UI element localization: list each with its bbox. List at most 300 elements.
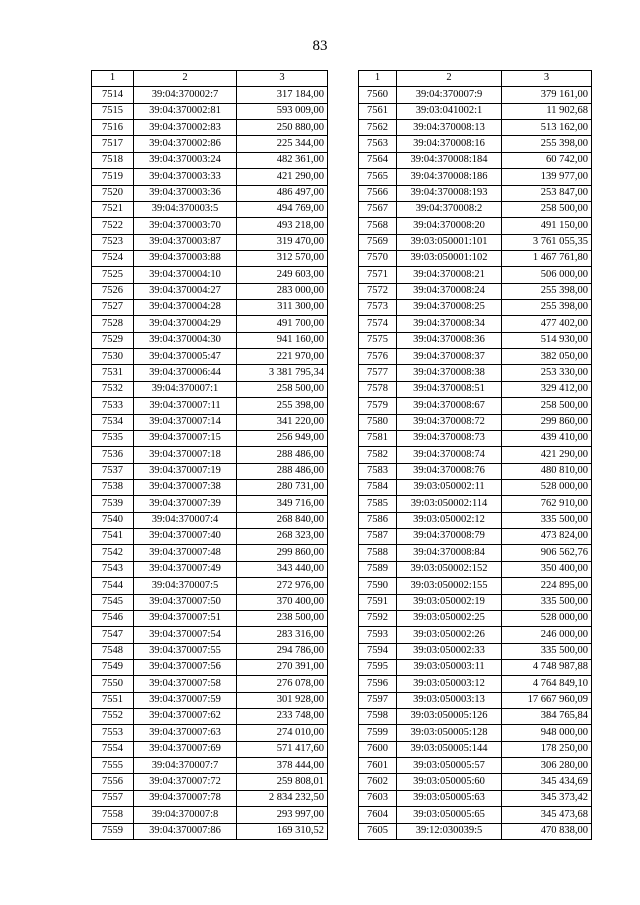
table-header-row — [92, 71, 328, 87]
value-cell: 470 838,00 — [502, 823, 592, 839]
column-header-1: 1 — [359, 71, 397, 87]
value-cell: 288 486,00 — [237, 447, 328, 463]
value-cell: 255 398,00 — [502, 300, 592, 316]
table-row — [92, 267, 328, 283]
row-number-cell: 7554 — [92, 741, 134, 757]
table-row — [92, 349, 328, 365]
table-row — [92, 823, 328, 839]
value-cell: 494 769,00 — [237, 201, 328, 217]
table-row — [359, 398, 592, 414]
column-header-3: 3 — [502, 71, 592, 87]
value-cell: 491 150,00 — [502, 218, 592, 234]
row-number-cell: 7572 — [359, 283, 397, 299]
cadastral-number-cell: 39:03:050002:11 — [397, 479, 502, 495]
row-number-cell: 7585 — [359, 496, 397, 512]
table-row — [92, 496, 328, 512]
row-number-cell: 7574 — [359, 316, 397, 332]
cadastral-number-cell: 39:04:370007:14 — [134, 414, 237, 430]
row-number-cell: 7550 — [92, 676, 134, 692]
cadastral-number-cell: 39:04:370006:44 — [134, 365, 237, 381]
value-cell: 345 473,68 — [502, 807, 592, 823]
value-cell: 571 417,60 — [237, 741, 328, 757]
cadastral-number-cell: 39:04:370007:9 — [397, 87, 502, 103]
row-number-cell: 7586 — [359, 512, 397, 528]
value-cell: 238 500,00 — [237, 610, 328, 626]
value-cell: 350 400,00 — [502, 561, 592, 577]
row-number-cell: 7562 — [359, 120, 397, 136]
row-number-cell: 7596 — [359, 676, 397, 692]
table-row — [359, 365, 592, 381]
row-number-cell: 7555 — [92, 758, 134, 774]
cadastral-number-cell: 39:04:370007:4 — [134, 512, 237, 528]
cadastral-number-cell: 39:04:370005:47 — [134, 349, 237, 365]
table-row — [359, 741, 592, 757]
value-cell: 382 050,00 — [502, 349, 592, 365]
table-row — [92, 725, 328, 741]
table-row — [359, 594, 592, 610]
value-cell: 299 860,00 — [237, 545, 328, 561]
value-cell: 477 402,00 — [502, 316, 592, 332]
value-cell: 246 000,00 — [502, 627, 592, 643]
cadastral-number-cell: 39:04:370007:51 — [134, 610, 237, 626]
row-number-cell: 7602 — [359, 774, 397, 790]
row-number-cell: 7575 — [359, 332, 397, 348]
row-number-cell: 7536 — [92, 447, 134, 463]
cadastral-number-cell: 39:12:030039:5 — [397, 823, 502, 839]
value-cell: 272 976,00 — [237, 578, 328, 594]
value-cell: 439 410,00 — [502, 430, 592, 446]
row-number-cell: 7552 — [92, 709, 134, 725]
cadastral-number-cell: 39:04:370008:36 — [397, 332, 502, 348]
table-row — [92, 709, 328, 725]
cadastral-number-cell: 39:04:370008:25 — [397, 300, 502, 316]
cadastral-number-cell: 39:04:370008:73 — [397, 430, 502, 446]
left-table — [91, 70, 328, 840]
cadastral-number-cell: 39:04:370008:38 — [397, 365, 502, 381]
value-cell: 513 162,00 — [502, 120, 592, 136]
value-cell: 506 000,00 — [502, 267, 592, 283]
row-number-cell: 7590 — [359, 578, 397, 594]
cadastral-number-cell: 39:03:050003:13 — [397, 692, 502, 708]
row-number-cell: 7534 — [92, 414, 134, 430]
table-row — [359, 529, 592, 545]
cadastral-number-cell: 39:04:370007:56 — [134, 659, 237, 675]
row-number-cell: 7532 — [92, 381, 134, 397]
table-row — [359, 578, 592, 594]
cadastral-number-cell: 39:04:370004:10 — [134, 267, 237, 283]
row-number-cell: 7545 — [92, 594, 134, 610]
value-cell: 370 400,00 — [237, 594, 328, 610]
table-row — [92, 136, 328, 152]
value-cell: 139 977,00 — [502, 169, 592, 185]
value-cell: 948 000,00 — [502, 725, 592, 741]
value-cell: 288 486,00 — [237, 463, 328, 479]
row-number-cell: 7567 — [359, 201, 397, 217]
row-number-cell: 7563 — [359, 136, 397, 152]
row-number-cell: 7580 — [359, 414, 397, 430]
value-cell: 256 949,00 — [237, 430, 328, 446]
table-row — [359, 381, 592, 397]
cadastral-number-cell: 39:04:370008:51 — [397, 381, 502, 397]
table-header-row — [359, 71, 592, 87]
row-number-cell: 7518 — [92, 152, 134, 168]
row-number-cell: 7540 — [92, 512, 134, 528]
row-number-cell: 7549 — [92, 659, 134, 675]
value-cell: 253 330,00 — [502, 365, 592, 381]
table-row — [92, 365, 328, 381]
table-row — [92, 807, 328, 823]
value-cell: 493 218,00 — [237, 218, 328, 234]
cadastral-number-cell: 39:04:370003:33 — [134, 169, 237, 185]
value-cell: 3 761 055,35 — [502, 234, 592, 250]
cadastral-number-cell: 39:04:370008:67 — [397, 398, 502, 414]
cadastral-number-cell: 39:03:050002:152 — [397, 561, 502, 577]
table-row — [92, 430, 328, 446]
row-number-cell: 7519 — [92, 169, 134, 185]
row-number-cell: 7546 — [92, 610, 134, 626]
table-row — [359, 790, 592, 806]
cadastral-number-cell: 39:04:370004:30 — [134, 332, 237, 348]
row-number-cell: 7541 — [92, 529, 134, 545]
table-row — [359, 692, 592, 708]
table-row — [92, 103, 328, 119]
value-cell: 233 748,00 — [237, 709, 328, 725]
row-number-cell: 7573 — [359, 300, 397, 316]
row-number-cell: 7526 — [92, 283, 134, 299]
cadastral-number-cell: 39:03:050002:114 — [397, 496, 502, 512]
table-row — [92, 120, 328, 136]
table-row — [359, 758, 592, 774]
row-number-cell: 7517 — [92, 136, 134, 152]
value-cell: 283 316,00 — [237, 627, 328, 643]
cadastral-number-cell: 39:04:370008:2 — [397, 201, 502, 217]
row-number-cell: 7557 — [92, 790, 134, 806]
table-row — [92, 447, 328, 463]
value-cell: 379 161,00 — [502, 87, 592, 103]
row-number-cell: 7515 — [92, 103, 134, 119]
value-cell: 1 467 761,80 — [502, 250, 592, 266]
cadastral-number-cell: 39:03:050005:57 — [397, 758, 502, 774]
cadastral-number-cell: 39:04:370003:88 — [134, 250, 237, 266]
table-row — [92, 316, 328, 332]
cadastral-number-cell: 39:04:370007:54 — [134, 627, 237, 643]
row-number-cell: 7593 — [359, 627, 397, 643]
column-header-2: 2 — [134, 71, 237, 87]
row-number-cell: 7578 — [359, 381, 397, 397]
value-cell: 593 009,00 — [237, 103, 328, 119]
row-number-cell: 7558 — [92, 807, 134, 823]
value-cell: 306 280,00 — [502, 758, 592, 774]
value-cell: 3 381 795,34 — [237, 365, 328, 381]
table-row — [92, 774, 328, 790]
table-row — [359, 267, 592, 283]
cadastral-number-cell: 39:03:050001:102 — [397, 250, 502, 266]
value-cell: 2 834 232,50 — [237, 790, 328, 806]
table-row — [359, 774, 592, 790]
value-cell: 335 500,00 — [502, 643, 592, 659]
page-number: 83 — [312, 38, 328, 54]
row-number-cell: 7581 — [359, 430, 397, 446]
table-row — [359, 332, 592, 348]
cadastral-number-cell: 39:03:050002:25 — [397, 610, 502, 626]
row-number-cell: 7564 — [359, 152, 397, 168]
row-number-cell: 7576 — [359, 349, 397, 365]
cadastral-number-cell: 39:04:370007:50 — [134, 594, 237, 610]
row-number-cell: 7595 — [359, 659, 397, 675]
row-number-cell: 7535 — [92, 430, 134, 446]
column-header-1: 1 — [92, 71, 134, 87]
table-row — [92, 561, 328, 577]
value-cell: 319 470,00 — [237, 234, 328, 250]
cadastral-number-cell: 39:04:370008:184 — [397, 152, 502, 168]
cadastral-number-cell: 39:04:370008:13 — [397, 120, 502, 136]
row-number-cell: 7603 — [359, 790, 397, 806]
row-number-cell: 7591 — [359, 594, 397, 610]
table-row — [92, 758, 328, 774]
cadastral-number-cell: 39:04:370004:28 — [134, 300, 237, 316]
row-number-cell: 7597 — [359, 692, 397, 708]
value-cell: 345 373,42 — [502, 790, 592, 806]
row-number-cell: 7584 — [359, 479, 397, 495]
value-cell: 345 434,69 — [502, 774, 592, 790]
cadastral-number-cell: 39:03:050005:65 — [397, 807, 502, 823]
row-number-cell: 7544 — [92, 578, 134, 594]
table-row — [92, 185, 328, 201]
value-cell: 225 344,00 — [237, 136, 328, 152]
row-number-cell: 7568 — [359, 218, 397, 234]
value-cell: 299 860,00 — [502, 414, 592, 430]
table-row — [359, 430, 592, 446]
value-cell: 255 398,00 — [502, 136, 592, 152]
value-cell: 349 716,00 — [237, 496, 328, 512]
table-row — [359, 283, 592, 299]
table-row — [359, 234, 592, 250]
table-row — [92, 594, 328, 610]
table-row — [359, 316, 592, 332]
cadastral-number-cell: 39:03:050002:155 — [397, 578, 502, 594]
cadastral-number-cell: 39:04:370003:70 — [134, 218, 237, 234]
table-row — [359, 807, 592, 823]
cadastral-number-cell: 39:04:370008:72 — [397, 414, 502, 430]
table-row — [359, 250, 592, 266]
column-header-2: 2 — [397, 71, 502, 87]
cadastral-number-cell: 39:04:370008:84 — [397, 545, 502, 561]
value-cell: 491 700,00 — [237, 316, 328, 332]
row-number-cell: 7514 — [92, 87, 134, 103]
cadastral-number-cell: 39:03:050005:63 — [397, 790, 502, 806]
table-row — [92, 578, 328, 594]
cadastral-number-cell: 39:04:370003:87 — [134, 234, 237, 250]
row-number-cell: 7530 — [92, 349, 134, 365]
value-cell: 528 000,00 — [502, 610, 592, 626]
table-row — [92, 627, 328, 643]
cadastral-number-cell: 39:04:370007:7 — [134, 758, 237, 774]
value-cell: 255 398,00 — [502, 283, 592, 299]
right-table — [358, 70, 592, 840]
cadastral-number-cell: 39:04:370007:59 — [134, 692, 237, 708]
row-number-cell: 7561 — [359, 103, 397, 119]
row-number-cell: 7556 — [92, 774, 134, 790]
row-number-cell: 7559 — [92, 823, 134, 839]
cadastral-number-cell: 39:04:370008:20 — [397, 218, 502, 234]
row-number-cell: 7520 — [92, 185, 134, 201]
row-number-cell: 7529 — [92, 332, 134, 348]
value-cell: 301 928,00 — [237, 692, 328, 708]
cadastral-number-cell: 39:04:370007:63 — [134, 725, 237, 741]
cadastral-number-cell: 39:04:370008:186 — [397, 169, 502, 185]
table-row — [359, 185, 592, 201]
row-number-cell: 7542 — [92, 545, 134, 561]
value-cell: 11 902,68 — [502, 103, 592, 119]
table-row — [92, 152, 328, 168]
row-number-cell: 7543 — [92, 561, 134, 577]
value-cell: 378 444,00 — [237, 758, 328, 774]
cadastral-number-cell: 39:04:370008:24 — [397, 283, 502, 299]
row-number-cell: 7604 — [359, 807, 397, 823]
table-row — [359, 545, 592, 561]
value-cell: 482 361,00 — [237, 152, 328, 168]
table-row — [92, 250, 328, 266]
row-number-cell: 7527 — [92, 300, 134, 316]
value-cell: 224 895,00 — [502, 578, 592, 594]
cadastral-number-cell: 39:04:370008:16 — [397, 136, 502, 152]
cadastral-number-cell: 39:04:370007:48 — [134, 545, 237, 561]
table-row — [359, 136, 592, 152]
table-row — [92, 529, 328, 545]
cadastral-number-cell: 39:03:041002:1 — [397, 103, 502, 119]
cadastral-number-cell: 39:04:370007:5 — [134, 578, 237, 594]
value-cell: 268 323,00 — [237, 529, 328, 545]
table-row — [359, 300, 592, 316]
row-number-cell: 7538 — [92, 479, 134, 495]
row-number-cell: 7589 — [359, 561, 397, 577]
cadastral-number-cell: 39:04:370007:19 — [134, 463, 237, 479]
row-number-cell: 7531 — [92, 365, 134, 381]
table-row — [359, 627, 592, 643]
table-row — [359, 823, 592, 839]
table-row — [359, 120, 592, 136]
table-row — [359, 169, 592, 185]
value-cell: 329 412,00 — [502, 381, 592, 397]
table-row — [92, 300, 328, 316]
cadastral-number-cell: 39:03:050001:101 — [397, 234, 502, 250]
value-cell: 250 880,00 — [237, 120, 328, 136]
table-row — [359, 561, 592, 577]
cadastral-number-cell: 39:03:050005:126 — [397, 709, 502, 725]
cadastral-number-cell: 39:04:370008:79 — [397, 529, 502, 545]
value-cell: 276 078,00 — [237, 676, 328, 692]
row-number-cell: 7565 — [359, 169, 397, 185]
value-cell: 255 398,00 — [237, 398, 328, 414]
table-row — [92, 643, 328, 659]
cadastral-number-cell: 39:04:370007:11 — [134, 398, 237, 414]
cadastral-number-cell: 39:04:370008:76 — [397, 463, 502, 479]
cadastral-number-cell: 39:04:370003:36 — [134, 185, 237, 201]
cadastral-number-cell: 39:03:050002:33 — [397, 643, 502, 659]
table-row — [92, 87, 328, 103]
row-number-cell: 7600 — [359, 741, 397, 757]
table-row — [359, 676, 592, 692]
cadastral-number-cell: 39:04:370007:58 — [134, 676, 237, 692]
table-row — [92, 545, 328, 561]
table-row — [359, 414, 592, 430]
row-number-cell: 7522 — [92, 218, 134, 234]
value-cell: 762 910,00 — [502, 496, 592, 512]
row-number-cell: 7588 — [359, 545, 397, 561]
row-number-cell: 7570 — [359, 250, 397, 266]
value-cell: 178 250,00 — [502, 741, 592, 757]
row-number-cell: 7521 — [92, 201, 134, 217]
value-cell: 258 500,00 — [237, 381, 328, 397]
table-row — [92, 381, 328, 397]
row-number-cell: 7587 — [359, 529, 397, 545]
row-number-cell: 7583 — [359, 463, 397, 479]
cadastral-number-cell: 39:04:370004:27 — [134, 283, 237, 299]
cadastral-number-cell: 39:03:050002:12 — [397, 512, 502, 528]
table-row — [92, 398, 328, 414]
value-cell: 253 847,00 — [502, 185, 592, 201]
table-row — [92, 741, 328, 757]
row-number-cell: 7548 — [92, 643, 134, 659]
value-cell: 941 160,00 — [237, 332, 328, 348]
row-number-cell: 7553 — [92, 725, 134, 741]
cadastral-number-cell: 39:04:370008:21 — [397, 267, 502, 283]
table-row — [359, 218, 592, 234]
value-cell: 249 603,00 — [237, 267, 328, 283]
cadastral-number-cell: 39:04:370007:72 — [134, 774, 237, 790]
value-cell: 312 570,00 — [237, 250, 328, 266]
table-row — [359, 479, 592, 495]
table-row — [92, 463, 328, 479]
cadastral-number-cell: 39:03:050005:128 — [397, 725, 502, 741]
table-row — [92, 610, 328, 626]
row-number-cell: 7539 — [92, 496, 134, 512]
cadastral-number-cell: 39:03:050005:144 — [397, 741, 502, 757]
cadastral-number-cell: 39:04:370003:24 — [134, 152, 237, 168]
row-number-cell: 7598 — [359, 709, 397, 725]
value-cell: 4 748 987,88 — [502, 659, 592, 675]
value-cell: 421 290,00 — [237, 169, 328, 185]
table-row — [92, 414, 328, 430]
cadastral-number-cell: 39:04:370007:1 — [134, 381, 237, 397]
cadastral-number-cell: 39:04:370003:5 — [134, 201, 237, 217]
value-cell: 514 930,00 — [502, 332, 592, 348]
cadastral-number-cell: 39:03:050002:19 — [397, 594, 502, 610]
table-row — [359, 87, 592, 103]
table-row — [359, 349, 592, 365]
row-number-cell: 7569 — [359, 234, 397, 250]
cadastral-number-cell: 39:04:370007:18 — [134, 447, 237, 463]
value-cell: 906 562,76 — [502, 545, 592, 561]
value-cell: 294 786,00 — [237, 643, 328, 659]
cadastral-number-cell: 39:04:370007:62 — [134, 709, 237, 725]
cadastral-number-cell: 39:04:370007:49 — [134, 561, 237, 577]
value-cell: 480 810,00 — [502, 463, 592, 479]
table-row — [92, 692, 328, 708]
cadastral-number-cell: 39:04:370008:34 — [397, 316, 502, 332]
value-cell: 259 808,01 — [237, 774, 328, 790]
value-cell: 486 497,00 — [237, 185, 328, 201]
row-number-cell: 7551 — [92, 692, 134, 708]
cadastral-number-cell: 39:03:050005:60 — [397, 774, 502, 790]
value-cell: 258 500,00 — [502, 201, 592, 217]
table-row — [92, 201, 328, 217]
cadastral-number-cell: 39:04:370004:29 — [134, 316, 237, 332]
cadastral-number-cell: 39:04:370008:37 — [397, 349, 502, 365]
cadastral-number-cell: 39:04:370008:193 — [397, 185, 502, 201]
table-row — [359, 447, 592, 463]
value-cell: 343 440,00 — [237, 561, 328, 577]
